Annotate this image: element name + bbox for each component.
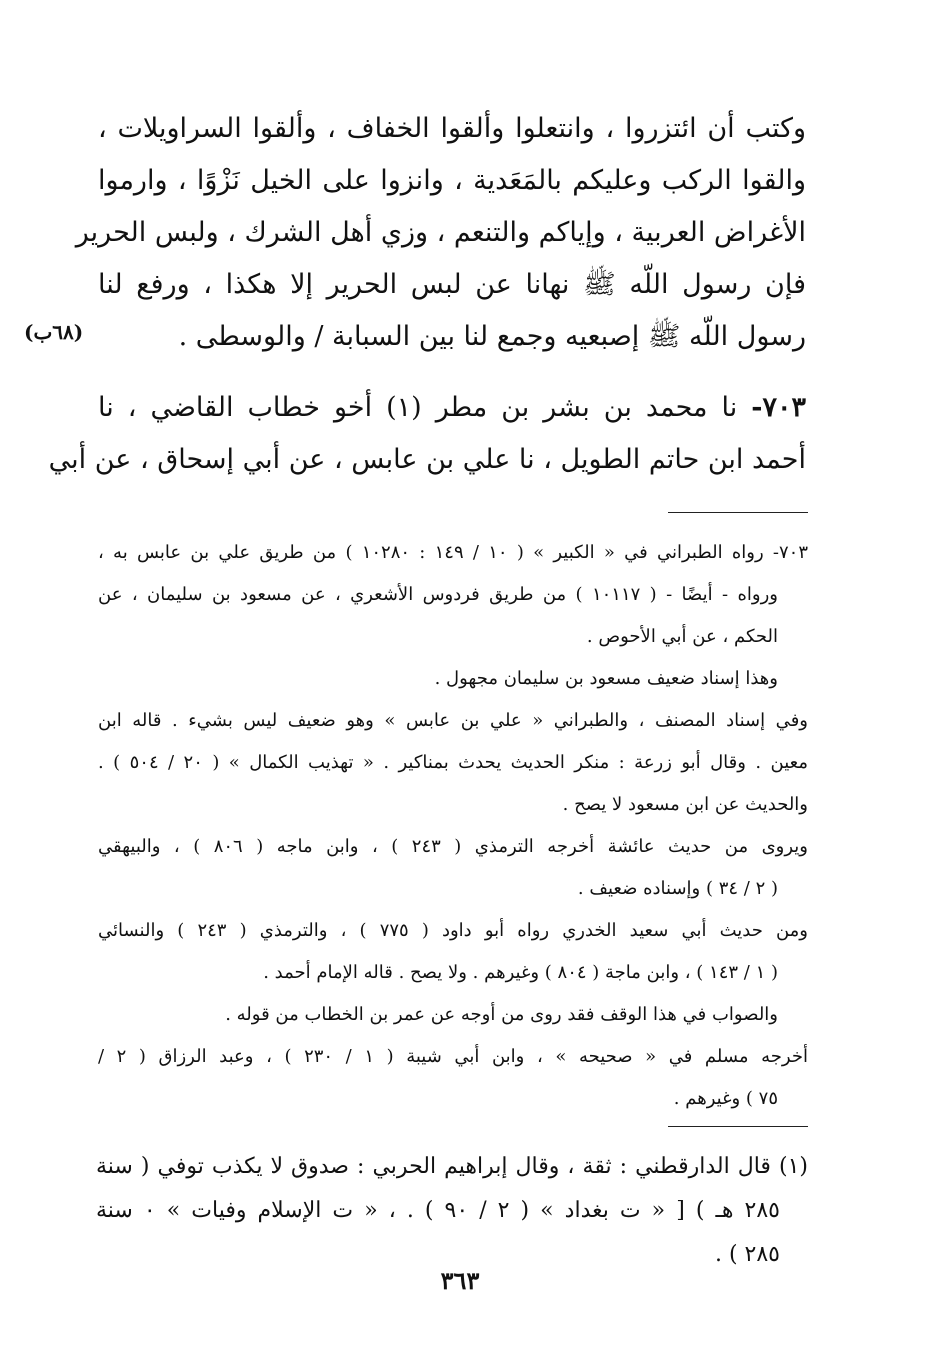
hadith-number: ٧٠٣- xyxy=(751,392,806,423)
note-line: ( ٢ / ٣٤ ) وإسناده ضعيف . xyxy=(577,878,778,899)
footnote-divider xyxy=(668,1126,808,1127)
takhrij-notes xyxy=(98,532,808,1120)
main-text-line: الأغراض العربية ، وإياكم والتنعم ، وزي أهل الشرك ، ولبس الحرير xyxy=(75,217,806,248)
note-line: ورواه - أيضًا - ( ١٠١١٧ ) من طريق فردوس الأشعري ، عن مسعود بن سليمان ، عن xyxy=(98,584,778,605)
note-line: وهذا إسناد ضعيف مسعود بن سليمان مجهول . xyxy=(434,668,778,689)
page-number: ٣٦٣ xyxy=(440,1266,480,1295)
hadith-line-text: نا محمد بن بشر بن مطر (١) أخو خطاب القاضي ، نا xyxy=(98,392,738,423)
note-line: ( ١ / ١٤٣ ) ، وابن ماجة ( ٨٠٤ ) وغيرهم . ولا يصح . قاله الإمام أحمد . xyxy=(263,962,778,983)
note-line: أخرجه مسلم في « صحيحه » ، وابن أبي شيبة ( ١ / ٢٣٠ ) ، وعبد الرزاق ( ٢ / xyxy=(98,1046,808,1067)
note-line: والصواب في هذا الوقف فقد روى من أوجه عن عمر بن الخطاب من قوله . xyxy=(225,1004,778,1025)
hadith-line-first xyxy=(98,382,806,434)
main-text-line: وكتب أن ائتزروا ، وانتعلوا وألقوا الخفاف ، وألقوا السراويلات ، xyxy=(98,113,806,144)
footnote-line: ٢٨٥ ) . xyxy=(714,1242,780,1267)
main-text-line: رسول اللّه ﷺ إصبعيه وجمع لنا بين السبابة / والوسطى . xyxy=(178,321,806,352)
folio-margin-note: (٦٨ب) xyxy=(24,320,84,344)
hadith-703 xyxy=(48,382,806,486)
main-text xyxy=(75,103,806,363)
note-line: وفي إسناد المصنف ، والطبراني « علي بن عابس » وهو ضعيف ليس بشيء . قاله ابن xyxy=(98,710,808,731)
note-line: معين . وقال أبو زرعة : منكر الحديث يحدث بمناكير . « تهذيب الكمال » ( ٢٠ / ٥٠٤ ) . xyxy=(98,752,808,773)
main-text-line: فإن رسول اللّه ﷺ نهانا عن لبس الحرير إلا هكذا ، ورفع لنا xyxy=(98,269,806,300)
footnote xyxy=(96,1145,808,1277)
note-line: الحكم ، عن أبي الأحوص . xyxy=(586,626,778,647)
note-line: ويروى من حديث عائشة أخرجه الترمذي ( ٢٤٣ ) ، وابن ماجه ( ٨٠٦ ) ، والبيهقي xyxy=(98,836,808,857)
note-line: ٧٥ ) وغيرهم . xyxy=(673,1088,778,1109)
footnote-line: ٢٨٥ هـ ) [ « ت بغداد » ( ٢ / ٩٠ ) . ، « ت الإسلام وفيات » ٠ سنة xyxy=(96,1198,780,1223)
note-line: ومن حديث أبي سعيد الخدري رواه أبو داود ( ٧٧٥ ) ، والترمذي ( ٢٤٣ ) والنسائي xyxy=(98,920,808,941)
main-text-line: والقوا الركب وعليكم بالمَعَدية ، وانزوا على الخيل نَزْوًا ، وارموا xyxy=(98,165,806,196)
note-line: والحديث عن ابن مسعود لا يصح . xyxy=(562,794,808,815)
notes-divider xyxy=(668,512,808,513)
footnote-line: (١) قال الدارقطني : ثقة ، وقال إبراهيم الحربي : صدوق لا يكذب توفي ( سنة xyxy=(96,1154,808,1179)
note-line: ٧٠٣- رواه الطبراني في « الكبير » ( ١٠ / ١٤٩ : ١٠٢٨٠ ) من طريق علي بن عابس به ، xyxy=(98,542,808,563)
hadith-line: أحمد ابن حاتم الطويل ، نا علي بن عابس ، عن أبي إسحاق ، عن أبي xyxy=(48,444,806,475)
